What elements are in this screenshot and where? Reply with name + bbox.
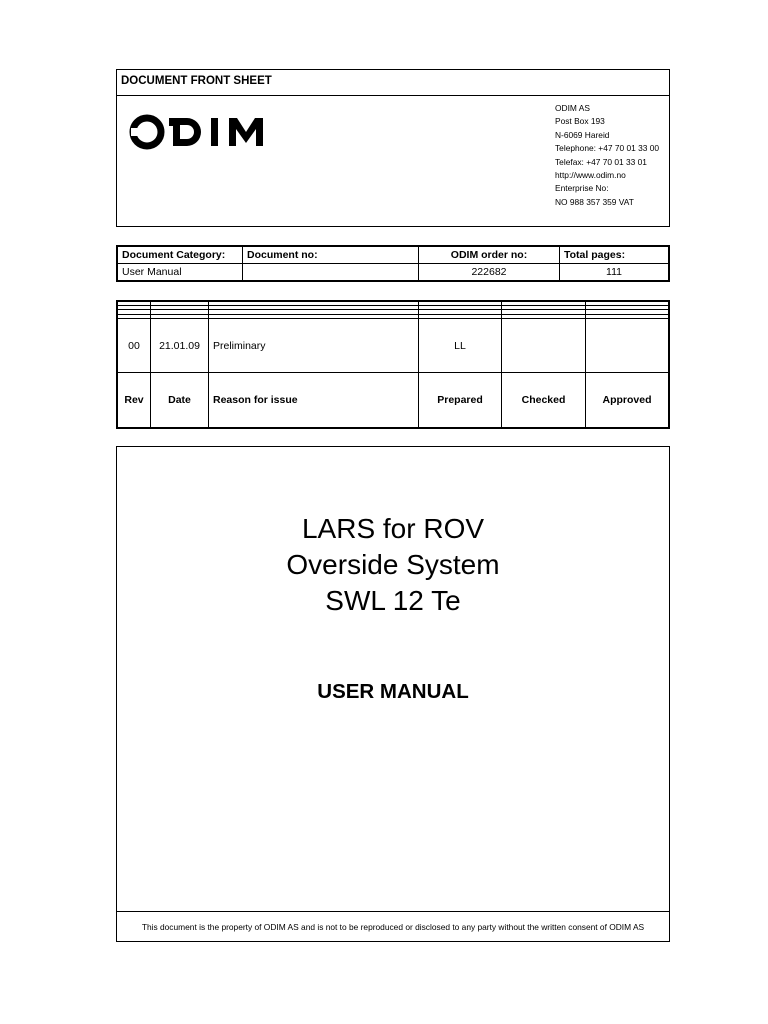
company-line: http://www.odim.no bbox=[555, 170, 626, 181]
company-line: Telephone: +47 70 01 33 00 bbox=[555, 143, 660, 154]
odim-logo bbox=[129, 112, 267, 152]
category-value: User Manual bbox=[118, 264, 243, 281]
main-title-box bbox=[116, 446, 670, 942]
prepared-header: Prepared bbox=[419, 373, 502, 428]
revision-header-row bbox=[118, 373, 669, 428]
document-title bbox=[117, 511, 669, 619]
order-value: 222682 bbox=[419, 264, 560, 281]
title-line: Overside System bbox=[286, 549, 500, 580]
company-line: Telefax: +47 70 01 33 01 bbox=[555, 156, 647, 167]
front-sheet-title: DOCUMENT FRONT SHEET bbox=[117, 70, 669, 96]
company-line: Enterprise No: bbox=[555, 183, 609, 194]
approved-header: Approved bbox=[586, 373, 669, 428]
reason-header: Reason for issue bbox=[209, 373, 419, 428]
revision-row bbox=[118, 318, 669, 373]
date-header: Date bbox=[151, 373, 209, 428]
pages-value: 111 bbox=[560, 264, 669, 281]
revision-table bbox=[116, 300, 670, 429]
checked-cell bbox=[502, 318, 586, 373]
title-line: SWL 12 Te bbox=[325, 585, 461, 616]
document-info-table bbox=[116, 245, 670, 282]
rev-header: Rev bbox=[118, 373, 151, 428]
docno-value bbox=[243, 264, 419, 281]
company-line: NO 988 357 359 VAT bbox=[555, 196, 634, 207]
company-line: ODIM AS bbox=[555, 103, 590, 113]
approved-cell bbox=[586, 318, 669, 373]
company-line: Post Box 193 bbox=[555, 116, 605, 127]
category-label: Document Category: bbox=[118, 247, 243, 264]
date-cell: 21.01.09 bbox=[151, 318, 209, 373]
document-subtitle: USER MANUAL bbox=[317, 680, 469, 703]
property-notice: This document is the property of ODIM AS and is not to be reproduced or disclosed to any party without the written consent of ODIM AS bbox=[117, 911, 669, 941]
company-line: N-6069 Hareid bbox=[555, 129, 610, 140]
rev-cell: 00 bbox=[118, 318, 151, 373]
checked-header: Checked bbox=[502, 373, 586, 428]
company-address bbox=[555, 102, 659, 209]
title-line: LARS for ROV bbox=[301, 513, 485, 544]
reason-cell: Preliminary bbox=[209, 318, 419, 373]
docno-label: Document no: bbox=[243, 247, 419, 264]
pages-label: Total pages: bbox=[560, 247, 669, 264]
front-sheet-box bbox=[116, 69, 670, 227]
order-label: ODIM order no: bbox=[419, 247, 560, 264]
prepared-cell: LL bbox=[419, 318, 502, 373]
